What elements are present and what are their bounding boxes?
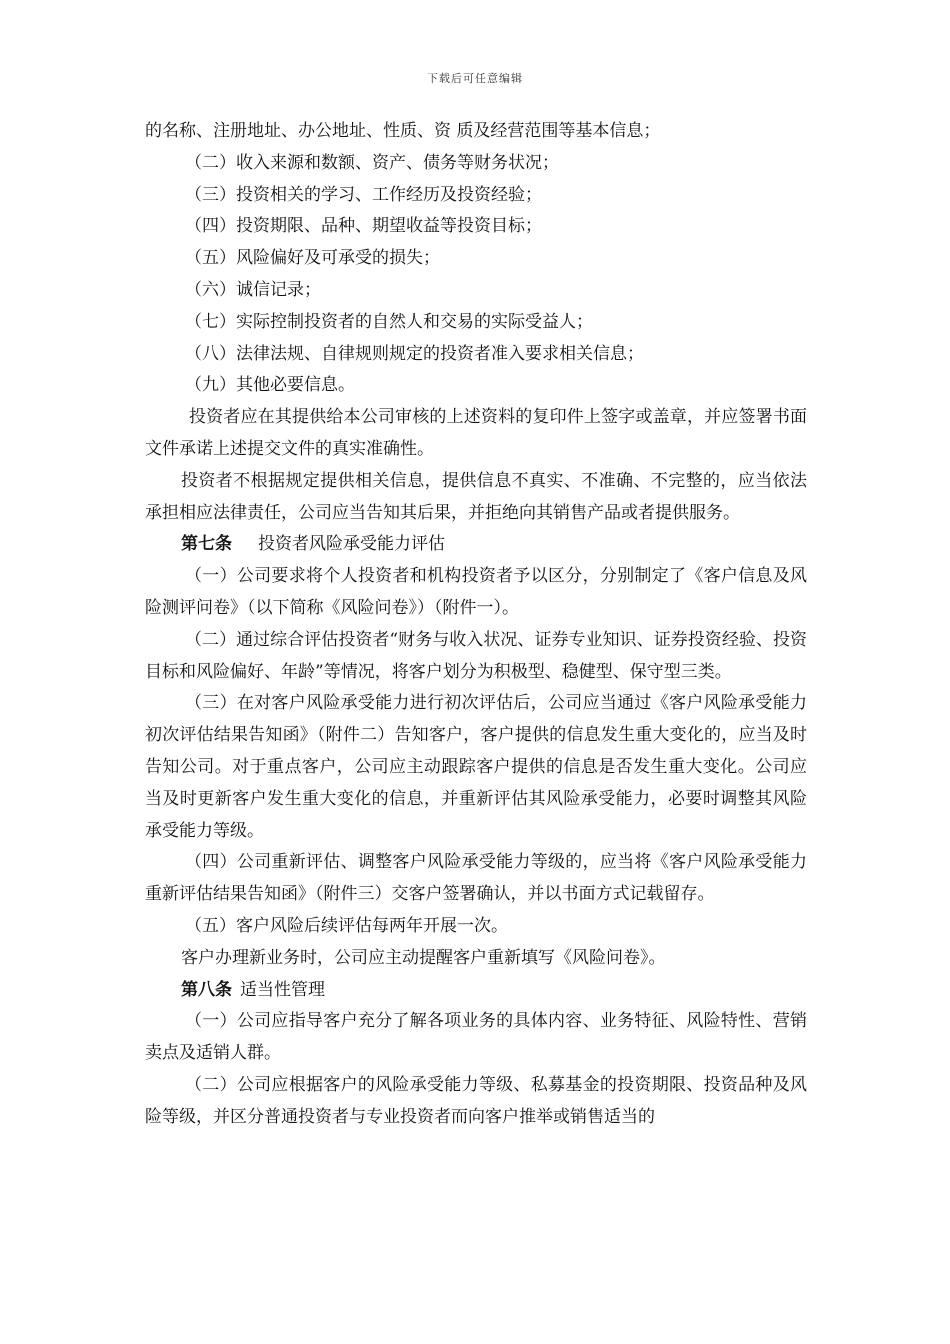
list-item: （九）其他必要信息。 xyxy=(185,375,355,396)
document-body xyxy=(145,116,807,1134)
list-item: （六）诚信记录； xyxy=(185,279,321,300)
list-item: （四）投资期限、品种、期望收益等投资目标； xyxy=(185,216,542,237)
list-item: （一）公司应指导客户充分了解各项业务的具体内容、业务特征、风险特性、营销卖点及适销人群。 xyxy=(145,1011,807,1064)
paragraph: 客户办理新业务时，公司应主动提醒客户重新填写《风险问卷》。 xyxy=(181,947,666,968)
paragraph: 的名称、注册地址、办公地址、性质、资 质及经营范围等基本信息； xyxy=(145,121,661,141)
list-item: （二）收入来源和数额、资产、债务等财务状况； xyxy=(185,152,559,173)
list-item: （四）公司重新评估、调整客户风险承受能力等级的，应当将《客户风险承受能力重新评估结果告知函》（附件三）交客户签署确认，并以书面方式记载留存。 xyxy=(145,852,807,905)
article-title: 投资者风险承受能力评估 xyxy=(258,534,445,555)
article-number: 第八条 xyxy=(181,979,232,1000)
page-header-note: 下载后可任意编辑 xyxy=(427,72,523,85)
article-heading-seven xyxy=(145,529,807,561)
list-item: （八）法律法规、自律规则规定的投资者准入要求相关信息； xyxy=(185,343,644,364)
article-number: 第七条 xyxy=(181,534,232,555)
list-item: （一）公司要求将个人投资者和机构投资者予以区分，分别制定了《客户信息及风险测评问卷》（以下简称《风险问卷》）（附件一）。 xyxy=(145,566,807,618)
list-item: （二）通过综合评估投资者“财务与收入状况、证券专业知识、证券投资经验、投资目标和风险偏好、年龄”等情况，将客户划分为积极型、稳健型、保守型三类。 xyxy=(145,629,807,682)
list-item: （三）在对客户风险承受能力进行初次评估后，公司应当通过《客户风险承受能力初次评估结果告知函》（附件二）告知客户，客户提供的信息发生重大变化的，应当及时告知公司。对于重点客户，公司应主动跟踪客户提供的信息是否发生重大变化。公司应当及时更新客户发生重大变化的信息，并重新评估其风险承受能力，必要时调整其风险承受能力等级。 xyxy=(145,693,807,841)
list-item: （三）投资相关的学习、工作经历及投资经验； xyxy=(185,184,542,205)
paragraph: 投资者不根据规定提供相关信息，提供信息不真实、不准确、不完整的，应当依法承担相应法律责任，公司应当告知其后果，并拒绝向其销售产品或者提供服务。 xyxy=(145,470,807,523)
article-heading-eight xyxy=(145,975,807,1007)
list-item: （二）公司应根据客户的风险承受能力等级、私募基金的投资期限、投资品种及风险等级，并区分普通投资者与专业投资者而向客户推举或销售适当的 xyxy=(145,1074,807,1127)
list-item: （五）客户风险后续评估每两年开展一次。 xyxy=(185,915,508,936)
list-item: （五）风险偏好及可承受的损失； xyxy=(185,248,440,269)
list-item: （七）实际控制投资者的自然人和交易的实际受益人； xyxy=(185,311,593,332)
paragraph: 投资者应在其提供给本公司审核的上述资料的复印件上签字或盖章，并应签署书面文件承诺上述提交文件的真实准确性。 xyxy=(145,407,807,459)
article-title: 适当性管理 xyxy=(240,979,325,1000)
